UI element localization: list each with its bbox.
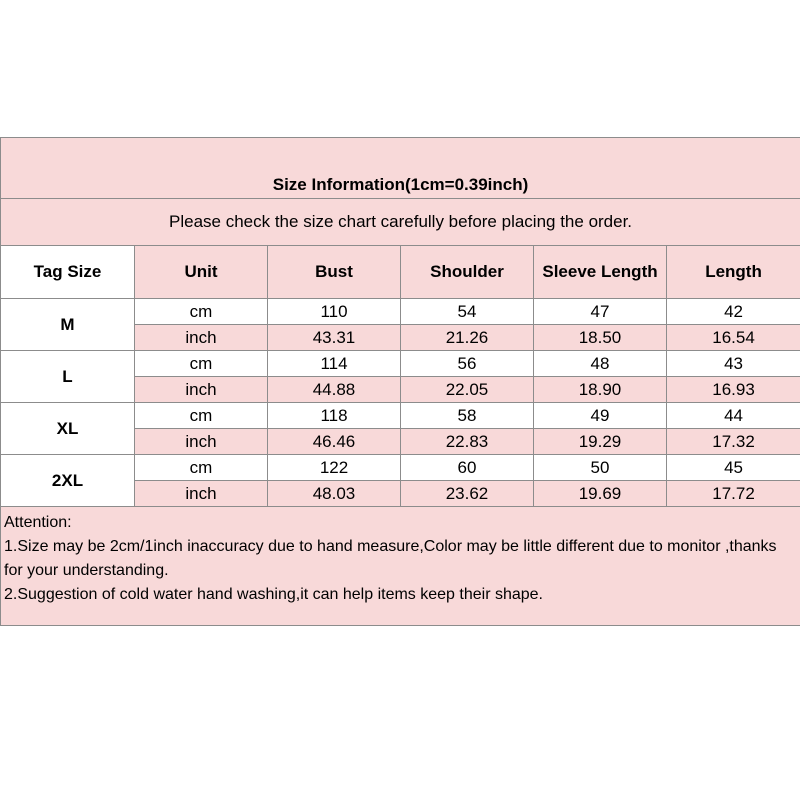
table-row xyxy=(1,455,800,481)
length-cell: 17.72 xyxy=(667,481,800,507)
shoulder-cell: 54 xyxy=(401,299,534,325)
size-tag-m: M xyxy=(1,299,135,351)
length-cell: 43 xyxy=(667,351,800,377)
length-cell: 45 xyxy=(667,455,800,481)
bust-cell: 48.03 xyxy=(268,481,401,507)
bust-cell: 43.31 xyxy=(268,325,401,351)
length-cell: 16.54 xyxy=(667,325,800,351)
sleeve-length-cell: 48 xyxy=(534,351,667,377)
table-title: Size Information(1cm=0.39inch) xyxy=(1,138,800,199)
bust-cell: 110 xyxy=(268,299,401,325)
unit-cell: cm xyxy=(135,351,268,377)
sleeve-length-cell: 19.69 xyxy=(534,481,667,507)
size-tag-l: L xyxy=(1,351,135,403)
bust-cell: 114 xyxy=(268,351,401,377)
length-cell: 44 xyxy=(667,403,800,429)
unit-cell: cm xyxy=(135,403,268,429)
unit-cell: inch xyxy=(135,377,268,403)
unit-cell: inch xyxy=(135,325,268,351)
attention-notes xyxy=(1,507,800,626)
bust-cell: 118 xyxy=(268,403,401,429)
bust-cell: 46.46 xyxy=(268,429,401,455)
sleeve-length-cell: 49 xyxy=(534,403,667,429)
size-chart xyxy=(0,137,800,626)
table-row xyxy=(1,299,800,325)
bust-cell: 122 xyxy=(268,455,401,481)
header-sleeve-length: Sleeve Length xyxy=(534,246,667,299)
unit-cell: cm xyxy=(135,299,268,325)
shoulder-cell: 58 xyxy=(401,403,534,429)
shoulder-cell: 22.05 xyxy=(401,377,534,403)
size-tag-xl: XL xyxy=(1,403,135,455)
sleeve-length-cell: 19.29 xyxy=(534,429,667,455)
sleeve-length-cell: 18.50 xyxy=(534,325,667,351)
unit-cell: inch xyxy=(135,481,268,507)
header-row xyxy=(1,246,800,299)
shoulder-cell: 21.26 xyxy=(401,325,534,351)
unit-cell: inch xyxy=(135,429,268,455)
sleeve-length-cell: 50 xyxy=(534,455,667,481)
header-unit: Unit xyxy=(135,246,268,299)
attention-note-1: 1.Size may be 2cm/1inch inaccuracy due to hand measure,Color may be little different due to monitor ,thanks for your understanding. xyxy=(4,538,777,579)
size-table xyxy=(0,137,800,626)
shoulder-cell: 56 xyxy=(401,351,534,377)
length-cell: 16.93 xyxy=(667,377,800,403)
attention-note-2: 2.Suggestion of cold water hand washing,it can help items keep their shape. xyxy=(4,586,543,603)
table-subtitle: Please check the size chart carefully before placing the order. xyxy=(1,199,800,246)
unit-cell: cm xyxy=(135,455,268,481)
bust-cell: 44.88 xyxy=(268,377,401,403)
table-row xyxy=(1,351,800,377)
header-bust: Bust xyxy=(268,246,401,299)
length-cell: 42 xyxy=(667,299,800,325)
header-shoulder: Shoulder xyxy=(401,246,534,299)
header-length: Length xyxy=(667,246,800,299)
header-tag-size: Tag Size xyxy=(1,246,135,299)
size-tag-2xl: 2XL xyxy=(1,455,135,507)
attention-heading: Attention: xyxy=(4,514,72,531)
sleeve-length-cell: 18.90 xyxy=(534,377,667,403)
length-cell: 17.32 xyxy=(667,429,800,455)
shoulder-cell: 23.62 xyxy=(401,481,534,507)
shoulder-cell: 22.83 xyxy=(401,429,534,455)
shoulder-cell: 60 xyxy=(401,455,534,481)
table-row xyxy=(1,403,800,429)
sleeve-length-cell: 47 xyxy=(534,299,667,325)
